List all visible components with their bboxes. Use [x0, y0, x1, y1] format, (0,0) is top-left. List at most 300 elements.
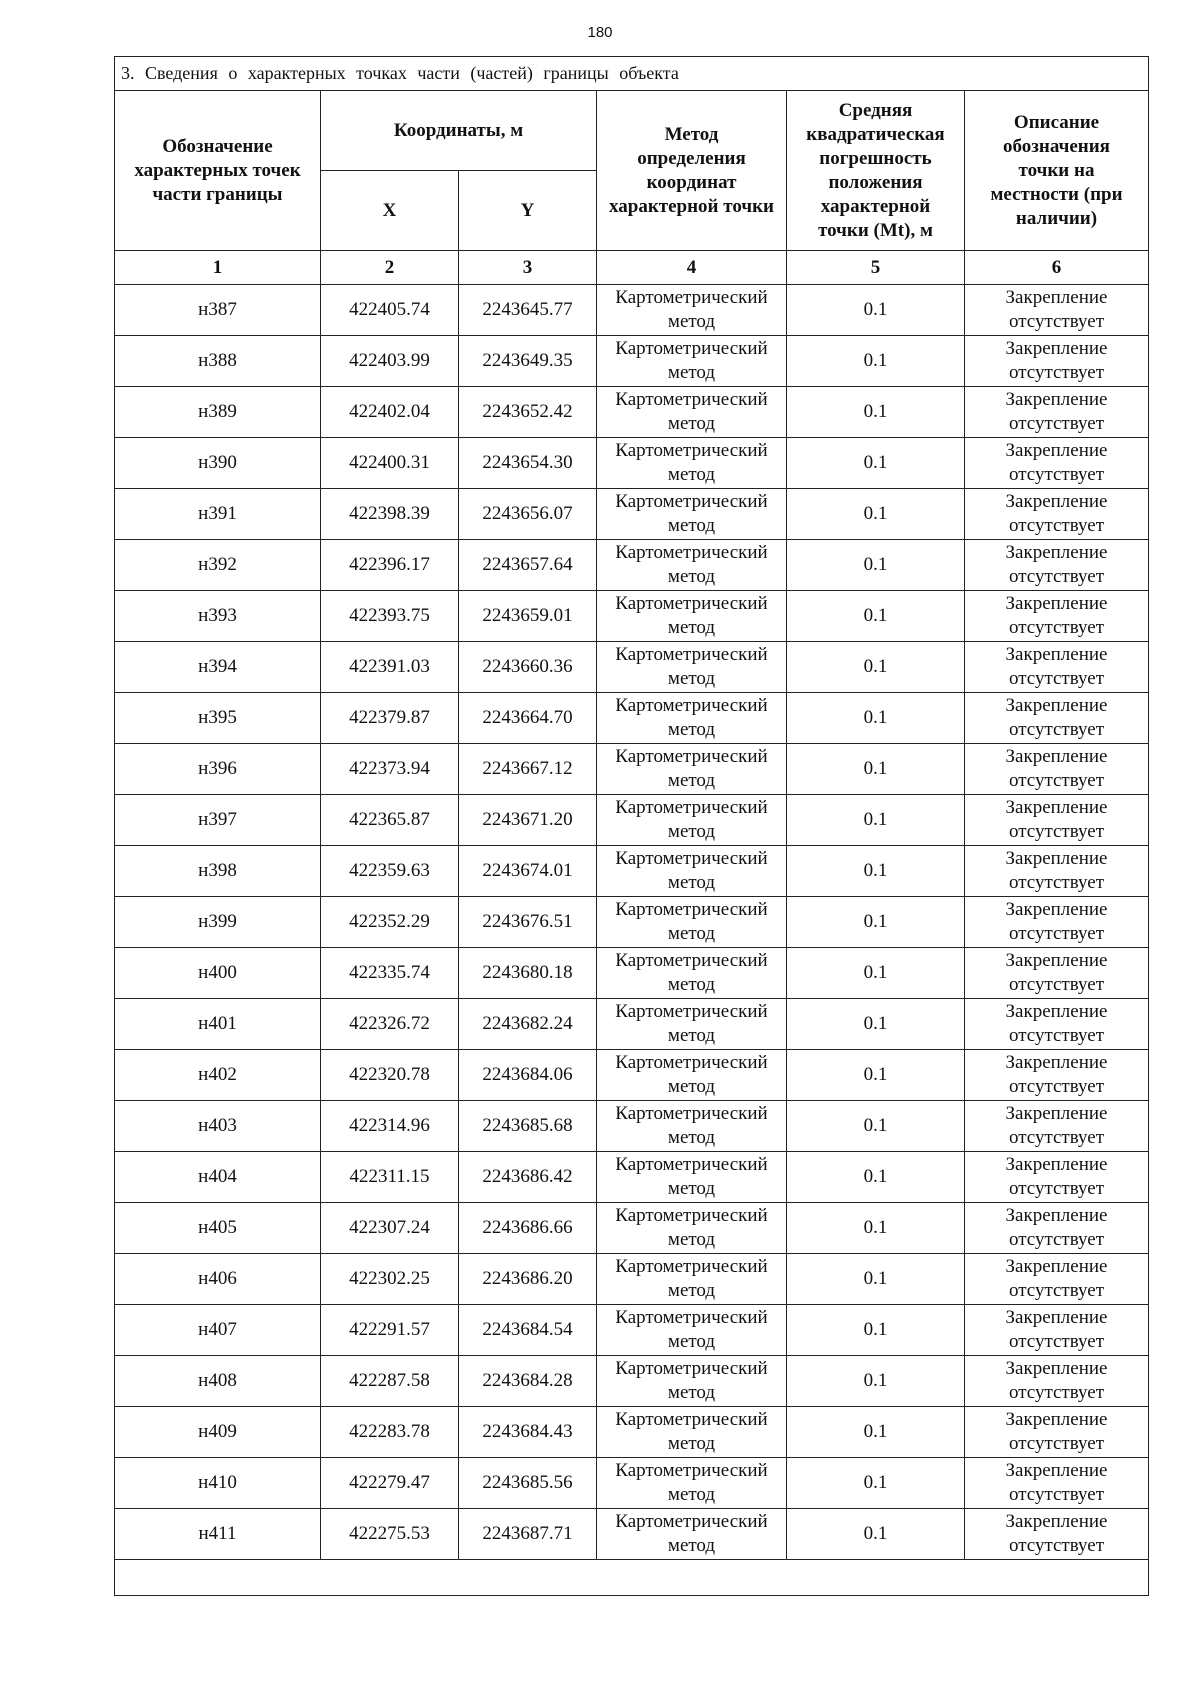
description-line: отсутствует — [1008, 974, 1105, 995]
x-cell: 422400.31 — [321, 438, 459, 489]
description-cell — [965, 795, 1149, 846]
description-line: Закрепление — [1005, 593, 1108, 614]
method-line: Картометрический — [615, 950, 768, 971]
description-line: Закрепление — [1005, 1460, 1108, 1481]
table-row — [115, 1458, 1149, 1509]
point-cell: н396 — [115, 744, 321, 795]
description-cell — [965, 285, 1149, 336]
column-number: 5 — [787, 251, 965, 285]
method-line: Картометрический — [615, 1103, 768, 1124]
table-row — [115, 897, 1149, 948]
y-cell: 2243686.42 — [459, 1152, 597, 1203]
description-line: отсутствует — [1008, 1433, 1105, 1454]
table-row — [115, 795, 1149, 846]
header-error — [787, 91, 965, 251]
description-line: отсутствует — [1008, 1484, 1105, 1505]
method-line: Картометрический — [615, 1409, 768, 1430]
method-cell — [597, 1407, 787, 1458]
method-cell — [597, 693, 787, 744]
method-line: метод — [667, 1076, 716, 1097]
x-cell: 422320.78 — [321, 1050, 459, 1101]
method-cell — [597, 1050, 787, 1101]
description-line: отсутствует — [1008, 923, 1105, 944]
description-line: Закрепление — [1005, 440, 1108, 461]
description-cell — [965, 1203, 1149, 1254]
y-cell: 2243684.28 — [459, 1356, 597, 1407]
description-line: Закрепление — [1005, 1511, 1108, 1532]
error-cell: 0.1 — [787, 1356, 965, 1407]
column-number: 4 — [597, 251, 787, 285]
method-cell — [597, 387, 787, 438]
method-cell — [597, 795, 787, 846]
x-cell: 422402.04 — [321, 387, 459, 438]
method-line: метод — [667, 923, 716, 944]
method-line: Картометрический — [615, 1358, 768, 1379]
method-line: Картометрический — [615, 746, 768, 767]
point-cell: н402 — [115, 1050, 321, 1101]
method-line: Картометрический — [615, 542, 768, 563]
error-cell: 0.1 — [787, 1305, 965, 1356]
description-cell — [965, 1407, 1149, 1458]
header-method-line: характерной точки — [609, 195, 774, 217]
y-cell: 2243684.06 — [459, 1050, 597, 1101]
method-line: метод — [667, 668, 716, 689]
method-line: Картометрический — [615, 1001, 768, 1022]
y-cell: 2243682.24 — [459, 999, 597, 1050]
method-line: Картометрический — [615, 695, 768, 716]
error-cell: 0.1 — [787, 744, 965, 795]
x-cell: 422287.58 — [321, 1356, 459, 1407]
table-row — [115, 387, 1149, 438]
description-line: Закрепление — [1005, 1154, 1108, 1175]
description-line: отсутствует — [1008, 1535, 1105, 1556]
header-method-line: Метод — [664, 123, 719, 145]
error-cell: 0.1 — [787, 336, 965, 387]
description-line: Закрепление — [1005, 848, 1108, 869]
x-cell: 422307.24 — [321, 1203, 459, 1254]
header-description-line: наличии) — [1015, 207, 1098, 229]
description-line: отсутствует — [1008, 311, 1105, 332]
description-line: Закрепление — [1005, 1307, 1108, 1328]
method-line: метод — [667, 1229, 716, 1250]
y-cell: 2243685.56 — [459, 1458, 597, 1509]
point-cell: н388 — [115, 336, 321, 387]
x-cell: 422283.78 — [321, 1407, 459, 1458]
x-cell: 422326.72 — [321, 999, 459, 1050]
description-line: Закрепление — [1005, 389, 1108, 410]
point-cell: н405 — [115, 1203, 321, 1254]
method-cell — [597, 540, 787, 591]
description-cell — [965, 336, 1149, 387]
y-cell: 2243659.01 — [459, 591, 597, 642]
y-cell: 2243680.18 — [459, 948, 597, 999]
header-point-line: характерных точек — [134, 159, 301, 181]
method-cell — [597, 1152, 787, 1203]
x-cell: 422396.17 — [321, 540, 459, 591]
error-cell: 0.1 — [787, 387, 965, 438]
point-cell: н410 — [115, 1458, 321, 1509]
point-cell: н395 — [115, 693, 321, 744]
header-description-line: местности (при — [990, 183, 1123, 205]
method-cell — [597, 948, 787, 999]
x-cell: 422335.74 — [321, 948, 459, 999]
description-line: Закрепление — [1005, 644, 1108, 665]
description-cell — [965, 1509, 1149, 1560]
method-line: метод — [667, 1535, 716, 1556]
description-cell — [965, 642, 1149, 693]
description-cell — [965, 897, 1149, 948]
y-cell: 2243686.20 — [459, 1254, 597, 1305]
error-cell: 0.1 — [787, 948, 965, 999]
point-cell: н407 — [115, 1305, 321, 1356]
description-line: Закрепление — [1005, 1001, 1108, 1022]
table-row — [115, 1407, 1149, 1458]
method-line: Картометрический — [615, 1154, 768, 1175]
point-cell: н403 — [115, 1101, 321, 1152]
header-point-line: Обозначение — [162, 135, 273, 157]
method-line: метод — [667, 464, 716, 485]
description-line: отсутствует — [1008, 872, 1105, 893]
description-cell — [965, 999, 1149, 1050]
header-point — [115, 91, 321, 251]
method-line: Картометрический — [615, 1307, 768, 1328]
x-cell: 422398.39 — [321, 489, 459, 540]
y-cell: 2243687.71 — [459, 1509, 597, 1560]
method-line: Картометрический — [615, 1052, 768, 1073]
header-error-line: квадратическая — [806, 123, 945, 145]
description-cell — [965, 1152, 1149, 1203]
method-cell — [597, 591, 787, 642]
description-line: отсутствует — [1008, 1280, 1105, 1301]
error-cell: 0.1 — [787, 1203, 965, 1254]
description-line: отсутствует — [1008, 770, 1105, 791]
point-cell: н397 — [115, 795, 321, 846]
table-body — [115, 285, 1149, 1560]
table-row — [115, 642, 1149, 693]
point-cell: н400 — [115, 948, 321, 999]
x-cell: 422359.63 — [321, 846, 459, 897]
description-cell — [965, 948, 1149, 999]
point-cell: н393 — [115, 591, 321, 642]
description-line: Закрепление — [1005, 1409, 1108, 1430]
description-line: отсутствует — [1008, 464, 1105, 485]
header-error-line: точки (Mt), м — [818, 219, 933, 241]
method-cell — [597, 1458, 787, 1509]
description-line: отсутствует — [1008, 1229, 1105, 1250]
description-line: Закрепление — [1005, 746, 1108, 767]
header-description-line: обозначения — [1003, 135, 1110, 157]
description-cell — [965, 1101, 1149, 1152]
y-cell: 2243684.43 — [459, 1407, 597, 1458]
description-line: Закрепление — [1005, 491, 1108, 512]
y-cell: 2243660.36 — [459, 642, 597, 693]
method-cell — [597, 285, 787, 336]
method-line: Картометрический — [615, 440, 768, 461]
page-number: 180 — [587, 24, 613, 41]
x-cell: 422405.74 — [321, 285, 459, 336]
method-line: метод — [667, 515, 716, 536]
method-line: Картометрический — [615, 287, 768, 308]
description-cell — [965, 744, 1149, 795]
table-row — [115, 846, 1149, 897]
header-row — [115, 91, 1149, 171]
method-line: метод — [667, 770, 716, 791]
y-cell: 2243649.35 — [459, 336, 597, 387]
method-line: Картометрический — [615, 593, 768, 614]
method-line: метод — [667, 1382, 716, 1403]
error-cell: 0.1 — [787, 999, 965, 1050]
header-error-line: положения — [828, 171, 923, 193]
description-line: отсутствует — [1008, 1025, 1105, 1046]
y-cell: 2243667.12 — [459, 744, 597, 795]
description-cell — [965, 1458, 1149, 1509]
description-line: Закрепление — [1005, 1205, 1108, 1226]
section-title-row — [115, 57, 1149, 91]
description-line: отсутствует — [1008, 1127, 1105, 1148]
column-number: 6 — [965, 251, 1149, 285]
y-cell: 2243657.64 — [459, 540, 597, 591]
empty-footer-cell — [115, 1560, 1149, 1596]
point-cell: н387 — [115, 285, 321, 336]
header-description-line: точки на — [1018, 159, 1095, 181]
method-line: Картометрический — [615, 1205, 768, 1226]
method-line: метод — [667, 311, 716, 332]
method-line: Картометрический — [615, 899, 768, 920]
y-cell: 2243671.20 — [459, 795, 597, 846]
table-row — [115, 1509, 1149, 1560]
y-cell: 2243654.30 — [459, 438, 597, 489]
method-cell — [597, 744, 787, 795]
description-cell — [965, 489, 1149, 540]
table-row — [115, 438, 1149, 489]
method-line: Картометрический — [615, 1256, 768, 1277]
error-cell: 0.1 — [787, 1407, 965, 1458]
description-line: отсутствует — [1008, 719, 1105, 740]
error-cell: 0.1 — [787, 1050, 965, 1101]
method-line: метод — [667, 821, 716, 842]
method-line: метод — [667, 719, 716, 740]
x-cell: 422365.87 — [321, 795, 459, 846]
header-description — [965, 91, 1149, 251]
table-row — [115, 693, 1149, 744]
error-cell: 0.1 — [787, 897, 965, 948]
description-cell — [965, 387, 1149, 438]
method-line: Картометрический — [615, 1460, 768, 1481]
error-cell: 0.1 — [787, 1152, 965, 1203]
table-row — [115, 1305, 1149, 1356]
description-line: Закрепление — [1005, 1358, 1108, 1379]
method-line: метод — [667, 872, 716, 893]
method-line: метод — [667, 1127, 716, 1148]
method-cell — [597, 642, 787, 693]
method-line: метод — [667, 413, 716, 434]
method-line: Картометрический — [615, 338, 768, 359]
points-table — [114, 56, 1149, 1596]
description-line: отсутствует — [1008, 413, 1105, 434]
method-cell — [597, 999, 787, 1050]
x-cell: 422302.25 — [321, 1254, 459, 1305]
method-line: метод — [667, 362, 716, 383]
point-cell: н404 — [115, 1152, 321, 1203]
method-line: Картометрический — [615, 1511, 768, 1532]
description-line: Закрепление — [1005, 287, 1108, 308]
method-cell — [597, 1509, 787, 1560]
description-cell — [965, 1305, 1149, 1356]
description-cell — [965, 693, 1149, 744]
x-cell: 422279.47 — [321, 1458, 459, 1509]
point-cell: н390 — [115, 438, 321, 489]
description-cell — [965, 540, 1149, 591]
point-cell: н399 — [115, 897, 321, 948]
point-cell: н394 — [115, 642, 321, 693]
error-cell: 0.1 — [787, 438, 965, 489]
method-cell — [597, 1356, 787, 1407]
column-numbers-row — [115, 251, 1149, 285]
table-row — [115, 999, 1149, 1050]
header-description-line: Описание — [1013, 111, 1100, 133]
description-line: отсутствует — [1008, 668, 1105, 689]
table-row — [115, 1101, 1149, 1152]
point-cell: н389 — [115, 387, 321, 438]
description-line: отсутствует — [1008, 362, 1105, 383]
table-row — [115, 336, 1149, 387]
point-cell: н398 — [115, 846, 321, 897]
point-cell: н392 — [115, 540, 321, 591]
point-cell: н401 — [115, 999, 321, 1050]
error-cell: 0.1 — [787, 846, 965, 897]
method-cell — [597, 897, 787, 948]
x-cell: 422291.57 — [321, 1305, 459, 1356]
column-number: 1 — [115, 251, 321, 285]
method-line: Картометрический — [615, 797, 768, 818]
header-error-line: характерной — [820, 195, 931, 217]
description-line: отсутствует — [1008, 617, 1105, 638]
error-cell: 0.1 — [787, 642, 965, 693]
x-cell: 422352.29 — [321, 897, 459, 948]
method-cell — [597, 1203, 787, 1254]
y-cell: 2243674.01 — [459, 846, 597, 897]
method-line: метод — [667, 974, 716, 995]
point-cell: н409 — [115, 1407, 321, 1458]
description-line: Закрепление — [1005, 899, 1108, 920]
header-point-line: части границы — [152, 183, 283, 205]
description-line: Закрепление — [1005, 1103, 1108, 1124]
point-cell: н406 — [115, 1254, 321, 1305]
error-cell: 0.1 — [787, 489, 965, 540]
description-line: отсутствует — [1008, 566, 1105, 587]
description-cell — [965, 591, 1149, 642]
error-cell: 0.1 — [787, 795, 965, 846]
y-cell: 2243645.77 — [459, 285, 597, 336]
y-cell: 2243685.68 — [459, 1101, 597, 1152]
description-cell — [965, 1050, 1149, 1101]
description-line: отсутствует — [1008, 1178, 1105, 1199]
description-line: Закрепление — [1005, 950, 1108, 971]
description-line: Закрепление — [1005, 695, 1108, 716]
x-cell: 422314.96 — [321, 1101, 459, 1152]
description-cell — [965, 1254, 1149, 1305]
method-line: Картометрический — [615, 848, 768, 869]
header-error-line: Средняя — [838, 99, 913, 121]
y-cell: 2243652.42 — [459, 387, 597, 438]
description-line: отсутствует — [1008, 1331, 1105, 1352]
column-number: 2 — [321, 251, 459, 285]
method-line: метод — [667, 1331, 716, 1352]
x-cell: 422275.53 — [321, 1509, 459, 1560]
method-cell — [597, 489, 787, 540]
method-cell — [597, 336, 787, 387]
method-line: метод — [667, 1178, 716, 1199]
x-cell: 422403.99 — [321, 336, 459, 387]
description-line: Закрепление — [1005, 338, 1108, 359]
method-cell — [597, 438, 787, 489]
table-row — [115, 1356, 1149, 1407]
method-cell — [597, 1101, 787, 1152]
description-line: отсутствует — [1008, 515, 1105, 536]
description-line: Закрепление — [1005, 542, 1108, 563]
table-row — [115, 1152, 1149, 1203]
x-cell: 422391.03 — [321, 642, 459, 693]
table-row — [115, 948, 1149, 999]
error-cell: 0.1 — [787, 540, 965, 591]
method-line: Картометрический — [615, 389, 768, 410]
error-cell: 0.1 — [787, 1254, 965, 1305]
error-cell: 0.1 — [787, 1101, 965, 1152]
method-cell — [597, 1305, 787, 1356]
description-line: отсутствует — [1008, 821, 1105, 842]
description-cell — [965, 1356, 1149, 1407]
method-line: Картометрический — [615, 644, 768, 665]
error-cell: 0.1 — [787, 591, 965, 642]
description-line: Закрепление — [1005, 1256, 1108, 1277]
error-cell: 0.1 — [787, 285, 965, 336]
header-method — [597, 91, 787, 251]
error-cell: 0.1 — [787, 1458, 965, 1509]
y-cell: 2243664.70 — [459, 693, 597, 744]
y-cell: 2243686.66 — [459, 1203, 597, 1254]
method-line: Картометрический — [615, 491, 768, 512]
header-error-line: погрешность — [819, 147, 932, 169]
description-line: отсутствует — [1008, 1076, 1105, 1097]
header-y: Y — [459, 171, 597, 251]
description-line: Закрепление — [1005, 1052, 1108, 1073]
empty-footer-row — [115, 1560, 1149, 1596]
y-cell: 2243684.54 — [459, 1305, 597, 1356]
table-row — [115, 591, 1149, 642]
method-line: метод — [667, 566, 716, 587]
y-cell: 2243676.51 — [459, 897, 597, 948]
table-row — [115, 1050, 1149, 1101]
section-title: 3. Сведения о характерных точках части (частей) границы объекта — [115, 57, 1149, 91]
method-line: метод — [667, 1433, 716, 1454]
description-cell — [965, 846, 1149, 897]
point-cell: н391 — [115, 489, 321, 540]
point-cell: н411 — [115, 1509, 321, 1560]
method-line: метод — [667, 1025, 716, 1046]
x-cell: 422379.87 — [321, 693, 459, 744]
description-cell — [965, 438, 1149, 489]
method-cell — [597, 846, 787, 897]
method-line: метод — [667, 1484, 716, 1505]
y-cell: 2243656.07 — [459, 489, 597, 540]
header-x: X — [321, 171, 459, 251]
method-cell — [597, 1254, 787, 1305]
table-row — [115, 489, 1149, 540]
table-row — [115, 1203, 1149, 1254]
method-line: метод — [667, 1280, 716, 1301]
header-method-line: координат — [646, 171, 737, 193]
x-cell: 422393.75 — [321, 591, 459, 642]
